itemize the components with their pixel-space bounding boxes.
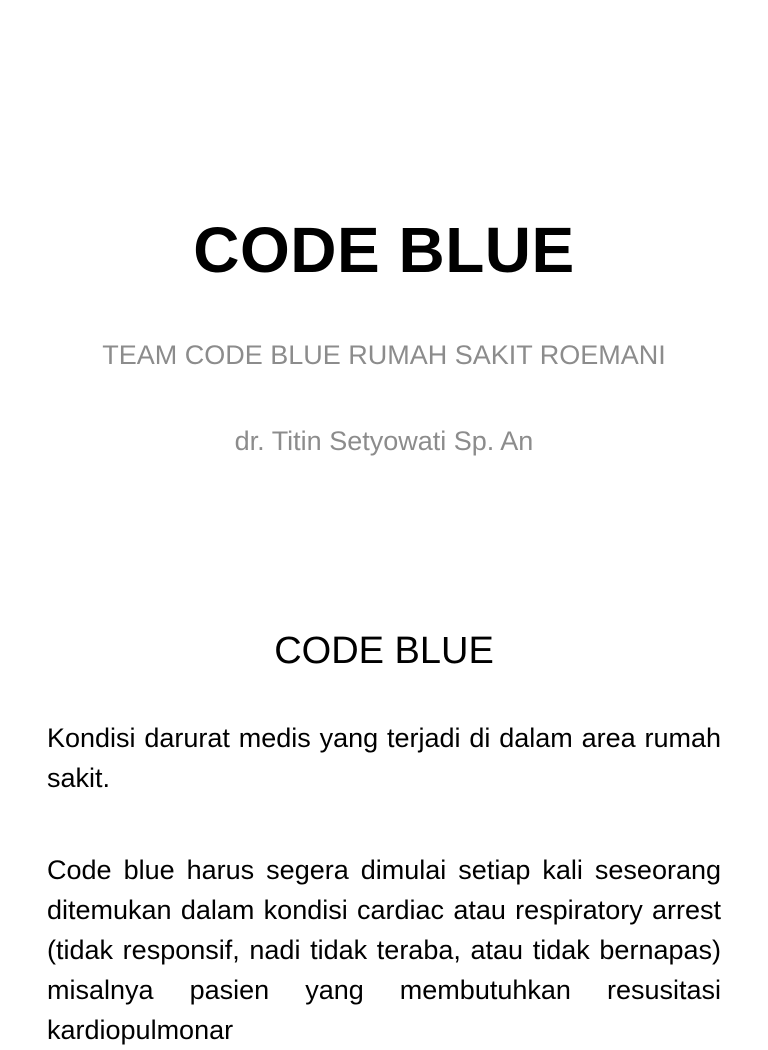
slide-subtitle: TEAM CODE BLUE RUMAH SAKIT ROEMANI xyxy=(102,340,666,370)
slide-title: CODE BLUE xyxy=(193,214,575,286)
content-slide xyxy=(0,600,768,1045)
slide-author: dr. Titin Setyowati Sp. An xyxy=(234,426,534,456)
activation-paragraph: Code blue harus segera dimulai setiap kali seseorang ditemukan dalam kondisi cardiac atau respiratory arrest (tidak responsif, nadi tidak teraba, atau tidak bernapas) misalnya pasien yang membutuhkan resusitasi kardiopulmonar xyxy=(47,855,721,1045)
definition-paragraph: Kondisi darurat medis yang terjadi di dalam area rumah sakit. xyxy=(47,723,721,793)
section-title: CODE BLUE xyxy=(274,630,494,672)
